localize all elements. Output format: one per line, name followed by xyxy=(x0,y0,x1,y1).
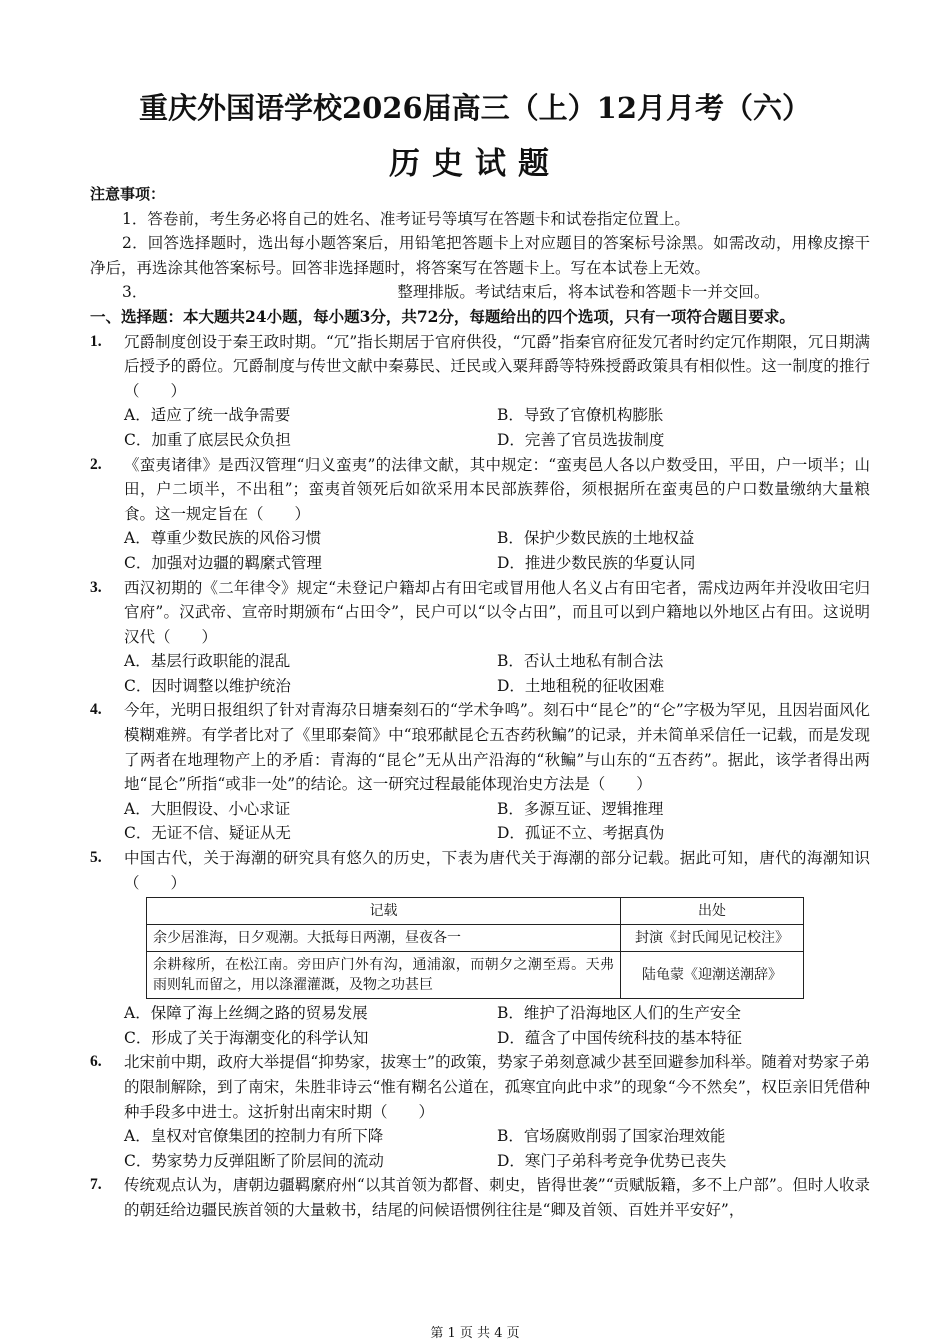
option-b: B．多源互证、逻辑推理 xyxy=(497,799,664,818)
question-6 xyxy=(90,1050,870,1124)
page-footer: 第 1 页 共 4 页 xyxy=(430,1326,520,1341)
option-a: A．大胆假设、小心求证 xyxy=(124,799,291,818)
question-number: 6. xyxy=(90,1053,102,1071)
question-6-options xyxy=(90,1124,870,1173)
option-c: C．加强对边疆的羁縻式管理 xyxy=(124,553,322,572)
question-7 xyxy=(90,1173,870,1222)
table-header-row xyxy=(147,898,804,925)
table-row xyxy=(147,952,804,999)
question-stem: 《蛮夷诸律》是西汉管理“归义蛮夷”的法律文献，其中规定：“蛮夷邑人各以户数受田，平田，户一顷半；山田，户二顷半，不出租”；蛮夷首领死后如欲采用本民部族葬俗，须根据所在蛮夷邑的户口数量缴纳大量粮食。这一规定旨在（ ） xyxy=(124,455,870,523)
option-d: D．土地租税的征收困难 xyxy=(497,676,665,695)
notice-item-3-num: 3． xyxy=(122,283,148,302)
option-a: A．适应了统一战争需要 xyxy=(124,406,291,425)
table-row xyxy=(147,925,804,952)
question-3 xyxy=(90,576,870,650)
exam-title: 重庆外国语学校2026届高三（上）12月月考（六） xyxy=(138,91,812,125)
question-number: 1. xyxy=(90,332,102,350)
question-4 xyxy=(90,698,870,796)
question-stem: 传统观点认为，唐朝边疆羁縻府州“以其首领为都督、刺史，皆得世袭”“贡赋版籍，多不上户部”。但时人收录的朝廷给边疆民族首领的大量敕书，结尾的问候语惯例往往是“卿及首领、百姓并平安好”， xyxy=(124,1176,870,1219)
notice-heading: 注意事项： xyxy=(90,185,166,203)
option-a: A．基层行政职能的混乱 xyxy=(124,652,291,671)
question-number: 4. xyxy=(90,701,102,719)
table-header-source: 出处 xyxy=(621,898,804,925)
question-stem: 冗爵制度创设于秦王政时期。“冗”指长期居于官府供役，“冗爵”指秦官府征发冗者时约定冗作期限，冗日期满后授予的爵位。冗爵制度与传世文献中秦募民、迁民或入粟拜爵等特殊授爵政策具有相似性。这一制度的推行（ ） xyxy=(124,332,870,400)
notice-item-2: 2．回答选择题时，选出每小题答案后，用铅笔把答题卡上对应题目的答案标号涂黑。如需改动，用橡皮擦干净后，再选涂其他答案标号。回答非选择题时，将答案写在答题卡上。写在本试卷上无效。 xyxy=(90,234,870,277)
tide-records-table xyxy=(146,897,804,999)
question-4-options xyxy=(90,797,870,846)
exam-content xyxy=(90,182,870,1223)
notice-item-3 xyxy=(90,280,870,305)
question-number: 2. xyxy=(90,455,102,473)
table-cell-record: 余少居淮海，日夕观潮。大抵每日两潮，昼夜各一 xyxy=(147,925,621,952)
notice-item-3-text: 整理排版。考试结束后，将本试卷和答题卡一并交回。 xyxy=(397,283,770,302)
question-3-options xyxy=(90,649,870,698)
option-c: C．形成了关于海潮变化的科学认知 xyxy=(124,1028,369,1047)
option-d: D．完善了官员选拔制度 xyxy=(497,430,665,449)
option-c: C．势家势力反弹阻断了阶层间的流动 xyxy=(124,1151,384,1170)
question-number: 3. xyxy=(90,578,102,596)
question-5-options xyxy=(90,1001,870,1050)
option-d: D．蕴含了中国传统科技的基本特征 xyxy=(497,1028,742,1047)
option-a: A．皇权对官僚集团的控制力有所下降 xyxy=(124,1127,384,1146)
question-5 xyxy=(90,846,870,895)
option-b: B．官场腐败削弱了国家治理效能 xyxy=(497,1127,726,1146)
option-c: C．因时调整以维护统治 xyxy=(124,676,291,695)
option-c: C．加重了底层民众负担 xyxy=(124,430,291,449)
table-header-record: 记载 xyxy=(147,898,621,925)
table-cell-record: 余耕稼所，在松江南。旁田庐门外有沟，通浦溆，而朝夕之潮至焉。天弗雨则轧而留之，用以涤濯灌溉，及物之功甚巨 xyxy=(147,952,621,999)
table-cell-source: 陆龟蒙《迎潮送潮辞》 xyxy=(621,952,804,999)
question-stem: 西汉初期的《二年律令》规定“未登记户籍却占有田宅或冒用他人名义占有田宅者，需戍边两年并没收田宅归官府”。汉武帝、宣帝时期颁布“占田令”，民户可以“以令占田”，而且可以到户籍地以外地区占有田。这说明汉代（ ） xyxy=(124,578,870,646)
table-cell-source: 封演《封氏闻见记校注》 xyxy=(621,925,804,952)
option-b: B．保护少数民族的土地权益 xyxy=(497,529,695,548)
question-number: 5. xyxy=(90,849,102,867)
option-b: B．维护了沿海地区人们的生产安全 xyxy=(497,1004,741,1023)
option-b: B．否认土地私有制合法 xyxy=(497,652,664,671)
question-1 xyxy=(90,330,870,404)
section-heading: 一、选择题：本大题共24小题，每小题3分，共72分，每题给出的四个选项，只有一项符合题目要求。 xyxy=(90,306,795,326)
option-c: C．无证不信、疑证从无 xyxy=(124,824,291,843)
question-stem: 北宋前中期，政府大举提倡“抑势家，拔寒士”的政策，势家子弟刻意减少甚至回避参加科举。随着对势家子弟的限制解除，到了南宋，朱胜非诗云“惟有糊名公道在，孤寒宜向此中求”的现象“今不然矣”，权臣亲旧凭借种种手段多中进士。这折射出南宋时期（ ） xyxy=(124,1053,870,1121)
question-2 xyxy=(90,453,870,527)
question-stem: 中国古代，关于海潮的研究具有悠久的历史，下表为唐代关于海潮的部分记载。据此可知，唐代的海潮知识（ ） xyxy=(124,849,870,892)
notice-item-1: 1．答卷前，考生务必将自己的姓名、准考证号等填写在答题卡和试卷指定位置上。 xyxy=(122,209,690,228)
exam-subtitle: 历史试题 xyxy=(389,146,561,182)
option-a: A．保障了海上丝绸之路的贸易发展 xyxy=(124,1004,368,1023)
question-1-options xyxy=(90,403,870,452)
question-2-options xyxy=(90,526,870,575)
question-number: 7. xyxy=(90,1176,102,1194)
option-a: A．尊重少数民族的风俗习惯 xyxy=(124,529,322,548)
option-b: B．导致了官僚机构膨胀 xyxy=(497,406,664,425)
option-d: D．寒门子弟科考竞争优势已丧失 xyxy=(497,1151,727,1170)
option-d: D．孤证不立、考据真伪 xyxy=(497,824,665,843)
option-d: D．推进少数民族的华夏认同 xyxy=(497,553,696,572)
question-stem: 今年，光明日报组织了针对青海尕日塘秦刻石的“学术争鸣”。刻石中“昆仑”的“仑”字极为罕见，且因岩面风化模糊难辨。有学者比对了《里耶秦简》中“琅邪献昆仑五杏药秋鳊”的记录，并未简单采信任一记载，而是发现了两者在地理物产上的矛盾：青海的“昆仑”无从出产沿海的“秋鳊”与山东的“五杏药”。据此，该学者得出两地“昆仑”所指“或非一处”的结论。这一研究过程最能体现治史方法是（ ） xyxy=(124,701,870,794)
